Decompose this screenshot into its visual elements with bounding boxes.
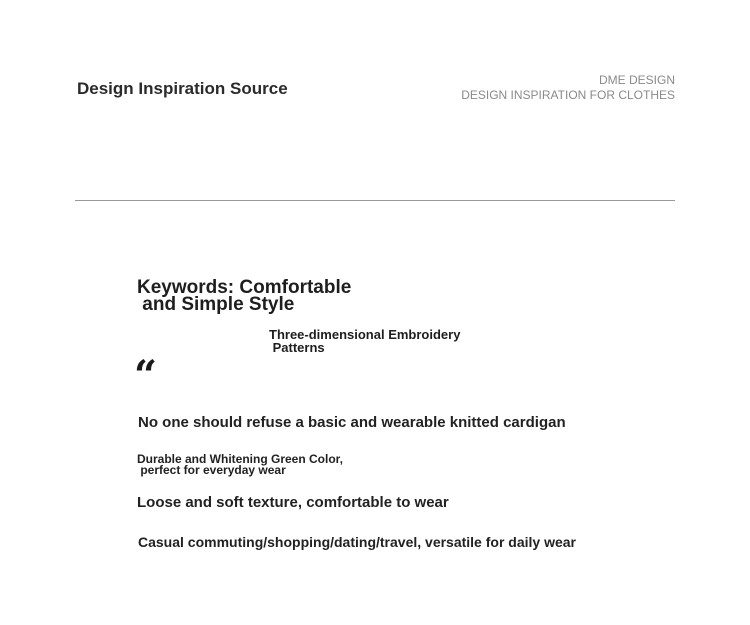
keywords-heading: Keywords: Comfortable and Simple Style	[137, 277, 352, 315]
divider	[75, 200, 675, 201]
brand-name: DME DESIGN	[598, 73, 675, 87]
feature-text: No one should refuse a basic and wearable knitted cardigan	[138, 414, 566, 431]
page-title: Design Inspiration Source	[77, 79, 288, 98]
brand-block	[461, 73, 675, 103]
feature-text: Loose and soft texture, comfortable to wear	[137, 494, 449, 511]
feature-text: Casual commuting/shopping/dating/travel, versatile for daily wear	[138, 534, 576, 550]
feature-text: Durable and Whitening Green Color, perfect for everyday wear	[137, 452, 344, 477]
brand-tagline: DESIGN INSPIRATION FOR CLOTHES	[461, 88, 675, 102]
quote-mark-icon: “	[134, 352, 158, 399]
embroidery-subtitle: Three-dimensional Embroidery Patterns	[269, 327, 461, 355]
